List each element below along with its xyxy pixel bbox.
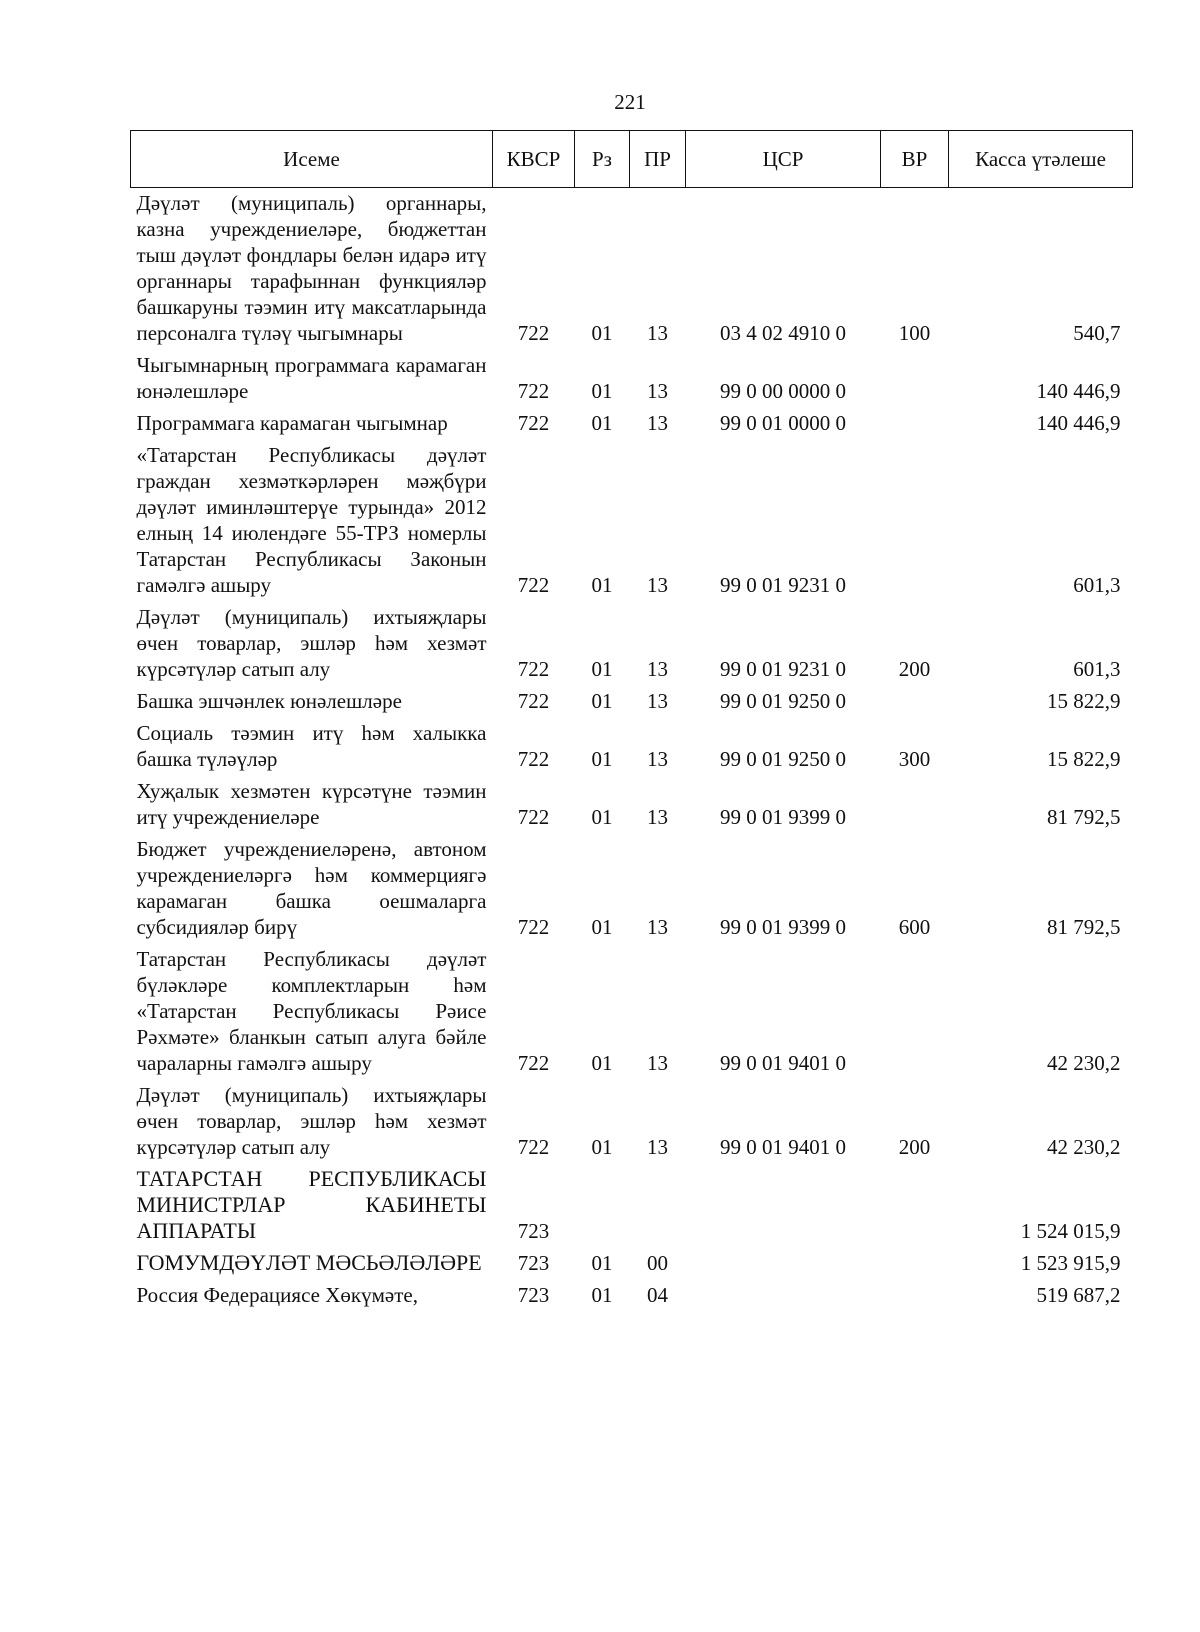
header-name: Исеме	[131, 131, 493, 188]
budget-table	[130, 130, 1133, 1312]
row-sum: 1 524 015,9	[1020, 1219, 1121, 1243]
row-pr: 13	[647, 689, 668, 713]
row-csr: 99 0 00 0000 0	[720, 379, 846, 403]
row-name: Дәүләт (муниципаль) ихтыяҗлары өчен товарлар, эшләр һәм хезмәт күрсәтүләр сатып алу	[136, 605, 487, 681]
row-rz	[575, 1164, 630, 1248]
row-name: Хуҗалык хезмәтен күрсәтүне тәэмин итү учреждениеләре	[136, 779, 487, 829]
row-rz: 01	[591, 321, 613, 345]
row-rz: 01	[591, 689, 613, 713]
row-sum: 1 523 915,9	[1020, 1251, 1121, 1275]
row-pr: 13	[647, 1051, 668, 1075]
row-pr: 13	[647, 747, 668, 771]
row-vr	[881, 440, 949, 602]
row-csr: 99 0 01 9399 0	[720, 805, 846, 829]
header-sum: Касса үтәлеше	[949, 131, 1133, 188]
table-row	[131, 1080, 1133, 1164]
row-pr: 13	[647, 657, 668, 681]
row-name: ГОМУМДӘҮЛӘТ МӘСЬӘЛӘЛӘРЕ	[136, 1250, 482, 1275]
table-body	[131, 188, 1133, 1313]
row-kvsr: 723	[517, 1219, 550, 1243]
page-number: 221	[614, 90, 646, 114]
row-name: Башка эшчәнлек юнәлешләре	[136, 689, 402, 713]
row-csr	[686, 1164, 881, 1248]
row-csr: 99 0 01 9250 0	[720, 747, 846, 771]
row-name: Чыгымнарның программага карамаган юнәлешләре	[136, 353, 487, 403]
row-pr: 13	[647, 379, 668, 403]
row-sum: 81 792,5	[1047, 805, 1121, 829]
row-name: Социаль тәэмин итү һәм халыкка башка түләүләр	[136, 721, 487, 771]
row-sum: 15 822,9	[1047, 747, 1121, 771]
row-vr: 100	[898, 321, 931, 345]
row-vr	[881, 408, 949, 440]
row-pr: 13	[647, 805, 668, 829]
table-row	[131, 776, 1133, 834]
row-name: Татарстан Республикасы дәүләт бүләкләре комплектларын һәм «Татарстан Республикасы Рәисе Рәхмәте» бланкын сатып алуга бәйле чараларны гамәлгә ашыру	[136, 947, 487, 1075]
row-rz: 01	[591, 1051, 613, 1075]
row-kvsr: 722	[517, 805, 550, 829]
row-csr: 99 0 01 0000 0	[720, 411, 846, 435]
row-pr: 13	[647, 411, 668, 435]
row-csr: 03 4 02 4910 0	[720, 321, 846, 345]
row-pr: 13	[647, 573, 668, 597]
row-vr: 200	[898, 657, 931, 681]
row-vr	[881, 1164, 949, 1248]
header-vr: ВР	[881, 131, 949, 188]
row-name: Дәүләт (муниципаль) органнары, казна учреждениеләре, бюджеттан тыш дәүләт фондлары белән идарә итү органнары тарафыннан функцияләр башкаруны тәэмин итү максатларында персоналга түләү чыгымнары	[136, 191, 487, 345]
row-kvsr: 722	[517, 321, 550, 345]
header-rz: Рз	[575, 131, 630, 188]
row-csr: 99 0 01 9250 0	[720, 689, 846, 713]
table-row	[131, 602, 1133, 686]
row-vr	[881, 350, 949, 408]
row-rz: 01	[591, 573, 613, 597]
row-sum: 601,3	[1073, 573, 1121, 597]
header-kvsr: КВСР	[493, 131, 575, 188]
row-kvsr: 722	[517, 411, 550, 435]
row-sum: 140 446,9	[1036, 411, 1121, 435]
row-sum: 601,3	[1073, 657, 1121, 681]
row-csr	[686, 1248, 881, 1280]
row-csr: 99 0 01 9401 0	[720, 1051, 846, 1075]
row-rz: 01	[591, 379, 613, 403]
row-name: Бюджет учреждениеләренә, автоном учреждениеләргә һәм коммерциягә карамаган башка оешмаларга субсидияләр бирү	[136, 837, 487, 939]
row-kvsr: 722	[517, 573, 550, 597]
row-csr: 99 0 01 9231 0	[720, 657, 846, 681]
row-vr	[881, 944, 949, 1080]
row-vr	[881, 1248, 949, 1280]
row-csr: 99 0 01 9399 0	[720, 915, 846, 939]
row-kvsr: 722	[517, 379, 550, 403]
row-name: Россия Федерациясе Хөкүмәте,	[136, 1283, 418, 1307]
table-row	[131, 1248, 1133, 1280]
row-vr: 300	[898, 747, 931, 771]
row-kvsr: 723	[517, 1251, 550, 1275]
row-rz: 01	[591, 747, 613, 771]
table-row	[131, 1280, 1133, 1312]
row-pr	[630, 1164, 686, 1248]
row-vr	[881, 776, 949, 834]
row-rz: 01	[591, 805, 613, 829]
row-sum: 140 446,9	[1036, 379, 1121, 403]
row-sum: 81 792,5	[1047, 915, 1121, 939]
row-kvsr: 722	[517, 747, 550, 771]
row-kvsr: 722	[517, 657, 550, 681]
row-pr: 13	[647, 915, 668, 939]
row-kvsr: 722	[517, 1051, 550, 1075]
row-csr	[686, 1280, 881, 1312]
row-rz: 01	[591, 1283, 613, 1307]
row-sum: 42 230,2	[1047, 1135, 1121, 1159]
row-vr: 600	[898, 915, 931, 939]
row-vr: 200	[898, 1135, 931, 1159]
row-name: Дәүләт (муниципаль) ихтыяҗлары өчен товарлар, эшләр һәм хезмәт күрсәтүләр сатып алу	[136, 1083, 487, 1159]
table-row	[131, 944, 1133, 1080]
row-pr: 04	[647, 1283, 668, 1307]
row-name: «Татарстан Республикасы дәүләт граждан хезмәткәрләрен мәҗбүри дәүләт иминләштерүе турында» 2012 елның 14 июлендәге 55-ТРЗ номерлы Татарстан Республикасы Законын гамәлгә ашыру	[136, 443, 487, 597]
table-row	[131, 1164, 1133, 1248]
table-row	[131, 834, 1133, 944]
header-csr: ЦСР	[686, 131, 881, 188]
row-pr: 13	[647, 321, 668, 345]
row-kvsr: 722	[517, 915, 550, 939]
row-rz: 01	[591, 1135, 613, 1159]
row-rz: 01	[591, 915, 613, 939]
header-pr: ПР	[630, 131, 686, 188]
row-vr	[881, 1280, 949, 1312]
row-pr: 00	[647, 1251, 668, 1275]
row-sum: 540,7	[1073, 321, 1121, 345]
table-row	[131, 350, 1133, 408]
row-name: Программага карамаган чыгымнар	[136, 411, 448, 435]
row-rz: 01	[591, 657, 613, 681]
row-sum: 15 822,9	[1047, 689, 1121, 713]
row-pr: 13	[647, 1135, 668, 1159]
table-row	[131, 440, 1133, 602]
table-row	[131, 718, 1133, 776]
row-vr	[881, 686, 949, 718]
row-csr: 99 0 01 9231 0	[720, 573, 846, 597]
row-kvsr: 723	[517, 1283, 550, 1307]
row-csr: 99 0 01 9401 0	[720, 1135, 846, 1159]
table-row	[131, 408, 1133, 440]
row-rz: 01	[591, 411, 613, 435]
row-sum: 519 687,2	[1036, 1283, 1121, 1307]
row-kvsr: 722	[517, 689, 550, 713]
table-header	[131, 131, 1133, 188]
row-name: ТАТАРСТАН РЕСПУБЛИКАСЫ МИНИСТРЛАР КАБИНЕТЫ АППАРАТЫ	[136, 1166, 487, 1243]
table-row	[131, 686, 1133, 718]
row-rz: 01	[591, 1251, 613, 1275]
row-sum: 42 230,2	[1047, 1051, 1121, 1075]
row-kvsr: 722	[517, 1135, 550, 1159]
table-row	[131, 188, 1133, 351]
